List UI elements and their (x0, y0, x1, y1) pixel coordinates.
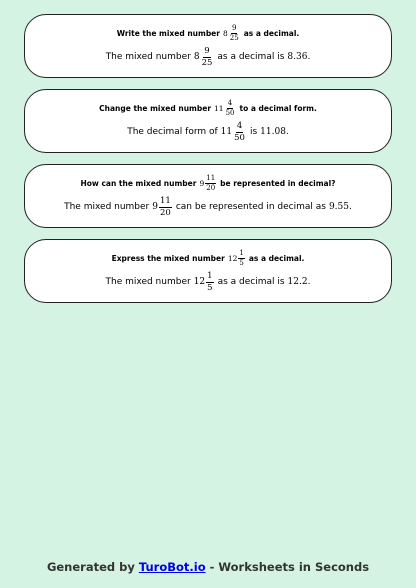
denominator: 25 (201, 57, 213, 68)
denominator: 20 (160, 207, 171, 218)
turobot-link[interactable]: TuroBot.io (138, 560, 206, 574)
answer (127, 122, 289, 142)
answer-period: . (307, 52, 311, 62)
question (80, 175, 335, 192)
whole-part: 8 (222, 29, 228, 38)
whole-part: 9 (152, 202, 158, 212)
question-suffix: as a decimal. (248, 254, 305, 263)
whole-part: 12 (193, 277, 206, 287)
numerator: 9 (204, 46, 210, 56)
answer-period: . (285, 127, 289, 137)
question-prefix: Change the mixed number (99, 104, 212, 113)
mixed-number (221, 122, 247, 142)
footer (0, 560, 416, 574)
fraction (233, 122, 246, 142)
answer (106, 47, 311, 67)
fraction (201, 47, 214, 67)
worksheet-problems (24, 14, 392, 314)
numerator: 11 (206, 174, 216, 182)
footer-prefix: Generated by (46, 560, 135, 574)
answer (64, 197, 352, 217)
decimal-value: 12.2 (287, 277, 308, 287)
answer-prefix: The mixed number (64, 202, 150, 212)
answer-period: . (349, 202, 352, 212)
fraction (225, 100, 236, 117)
question (99, 100, 317, 117)
numerator: 4 (236, 121, 243, 131)
decimal-value: 11.08 (260, 127, 286, 137)
answer-prefix: The decimal form of (127, 127, 218, 137)
mixed-number (152, 197, 173, 217)
whole-part: 12 (227, 254, 238, 263)
problem-card (24, 14, 392, 78)
answer-middle: as a decimal is (217, 52, 285, 62)
answer-period: . (307, 277, 311, 287)
question (117, 25, 300, 42)
mixed-number (223, 25, 241, 42)
mixed-number (214, 100, 236, 117)
question-suffix: to a decimal form. (239, 104, 317, 113)
footer-suffix: - Worksheets in Seconds (209, 560, 370, 574)
numerator: 1 (239, 249, 244, 257)
mixed-number (199, 175, 217, 192)
question (112, 250, 305, 267)
question-prefix: Express the mixed number (111, 254, 225, 263)
question-prefix: How can the mixed number (80, 179, 197, 188)
numerator: 11 (160, 196, 171, 206)
fraction (206, 272, 213, 292)
problem-card (24, 239, 392, 303)
denominator: 25 (229, 34, 239, 42)
problem-card (24, 164, 392, 228)
whole-part: 8 (193, 52, 200, 62)
problem-card (24, 89, 392, 153)
denominator: 5 (207, 282, 213, 293)
mixed-number (194, 272, 215, 292)
whole-part: 9 (199, 179, 205, 188)
answer-prefix: The mixed number (105, 52, 191, 62)
whole-part: 11 (214, 104, 224, 113)
numerator: 1 (207, 271, 213, 281)
numerator: 4 (227, 99, 233, 107)
denominator: 50 (225, 109, 235, 117)
numerator: 9 (231, 24, 237, 32)
decimal-value: 8.36 (287, 52, 308, 62)
mixed-number (228, 250, 246, 267)
whole-part: 11 (220, 127, 233, 137)
fraction (238, 250, 244, 267)
answer-prefix: The mixed number (105, 277, 191, 287)
fraction (159, 197, 172, 217)
denominator: 50 (234, 132, 245, 143)
question-suffix: as a decimal. (243, 29, 300, 38)
answer-middle: as a decimal is (217, 277, 285, 287)
fraction (229, 25, 240, 42)
answer-middle: is (249, 127, 258, 137)
answer-middle: can be represented in decimal as (175, 202, 326, 212)
denominator: 5 (239, 259, 244, 267)
mixed-number (194, 47, 215, 67)
fraction (205, 175, 216, 192)
answer (106, 272, 311, 292)
decimal-value: 9.55 (328, 202, 349, 212)
question-prefix: Write the mixed number (116, 29, 220, 38)
denominator: 20 (206, 184, 216, 192)
question-suffix: be represented in decimal? (220, 179, 336, 188)
